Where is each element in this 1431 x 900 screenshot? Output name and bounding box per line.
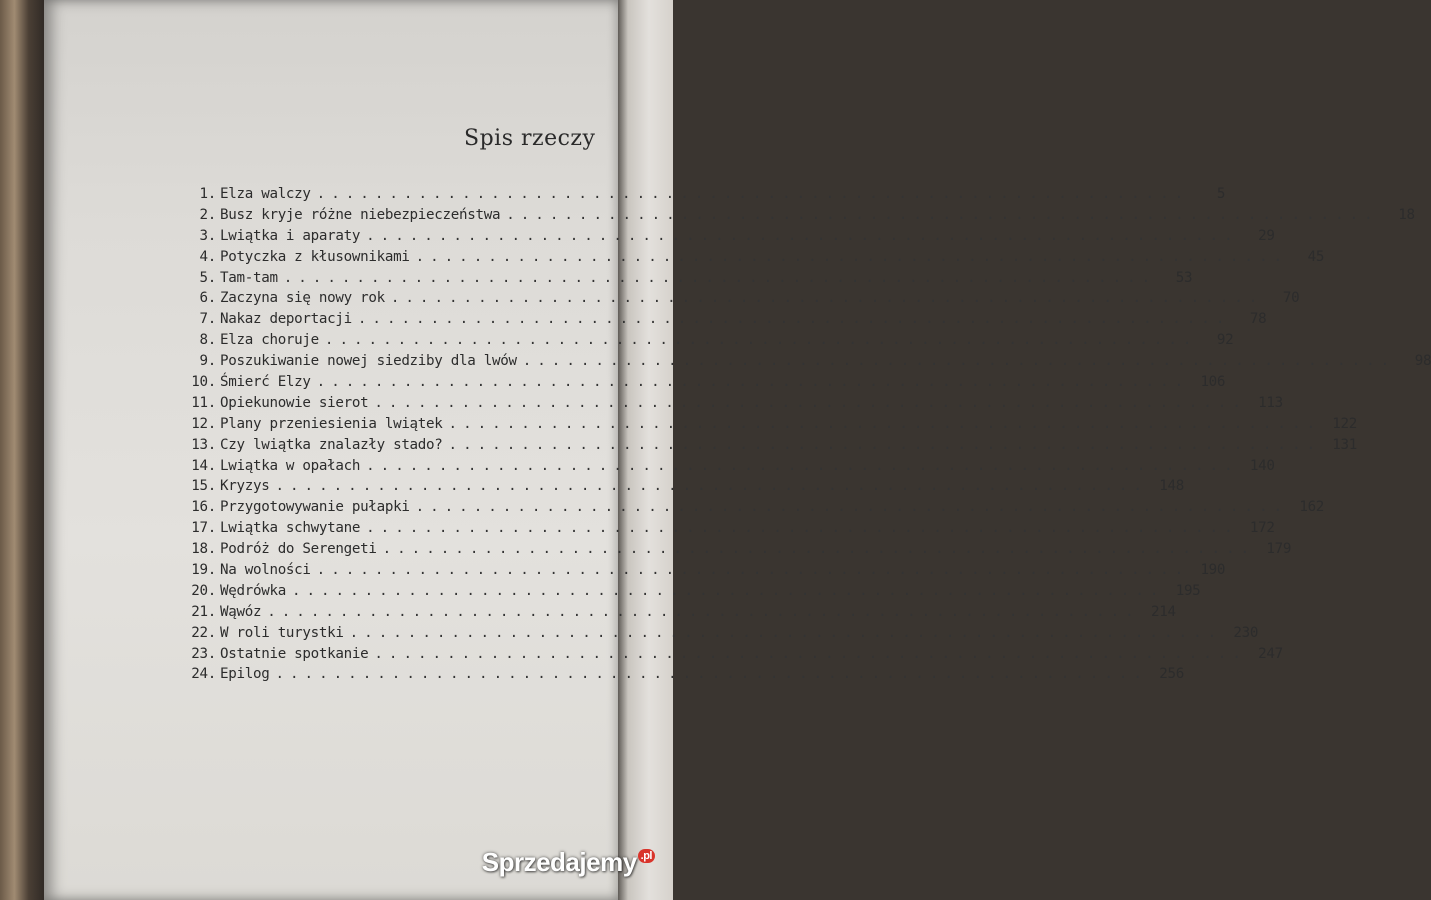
toc-entry-page: 70 — [1282, 290, 1300, 307]
toc-entry-leader: ............................................................ — [357, 311, 1231, 328]
toc-entry — [184, 184, 1226, 205]
toc-entry-page: 29 — [1258, 227, 1275, 244]
toc-entry-leader: ............................................................ — [267, 603, 1140, 620]
toc-entry-page: 53 — [1175, 269, 1193, 286]
toc-entry-number: 22. — [191, 624, 216, 641]
toc-entry-title: Poszukiwanie nowej siedziby dla lwów — [220, 353, 517, 370]
toc-entry-number: 4. — [199, 248, 216, 265]
toc-entry-title: Czy lwiątka znalazły stado? — [220, 436, 443, 453]
toc-entry-page: 195 — [1175, 582, 1201, 599]
toc-entry-number: 1. — [199, 186, 216, 202]
toc-entry — [184, 456, 1275, 477]
toc-entry-number: 2. — [199, 206, 216, 223]
toc-entry — [184, 581, 1201, 602]
toc-entry-page: 45 — [1307, 248, 1325, 265]
toc-entry — [184, 644, 1283, 665]
toc-entry-title: Plany przeniesienia lwiątek — [220, 415, 443, 432]
toc-entry-page: 18 — [1398, 206, 1415, 223]
toc-entry-title: Elza choruje — [220, 332, 319, 349]
toc-entry-page: 98 — [1414, 353, 1431, 370]
toc-entry-leader: ............................................................ — [448, 436, 1322, 453]
toc-entry-page: 106 — [1200, 374, 1226, 391]
toc-entry-leader: ............................................................ — [316, 562, 1190, 579]
book-spine-left — [0, 0, 48, 900]
toc-entry-page: 148 — [1159, 478, 1184, 495]
toc-entry — [184, 309, 1267, 330]
toc-entry-number: 3. — [199, 227, 216, 244]
toc-entry-number: 19. — [191, 562, 216, 579]
book-page — [44, 0, 1431, 900]
toc-entry-page: 92 — [1216, 332, 1234, 349]
toc-entry-leader: ............................................................ — [448, 415, 1322, 432]
toc-entry-leader: ............................................................ — [366, 520, 1239, 537]
toc-entry — [184, 664, 1184, 685]
toc-entry-number: 17. — [191, 520, 216, 537]
toc-entry-number: 9. — [199, 353, 216, 370]
toc-entry — [184, 497, 1325, 518]
toc-entry-page: 179 — [1266, 541, 1292, 558]
toc-entry-leader: ............................................................ — [366, 457, 1239, 474]
toc-entry — [184, 560, 1226, 581]
toc-entry-title: Ostatnie spotkanie — [220, 645, 369, 662]
toc-entry-leader: ............................................................ — [291, 582, 1165, 599]
toc-entry-title: Potyczka z kłusownikami — [220, 248, 410, 265]
toc-entry-page: 131 — [1332, 436, 1358, 453]
toc-entry-leader: ............................................................ — [382, 541, 1256, 558]
toc-entry-leader: ............................................................ — [316, 374, 1190, 391]
toc-entry-number: 14. — [191, 457, 216, 474]
toc-entry-number: 10. — [191, 374, 216, 391]
toc-entry-number: 21. — [191, 603, 216, 620]
toc-entry-title: Lwiątka i aparaty — [220, 227, 361, 244]
toc-entry-number: 8. — [199, 332, 216, 349]
toc-entry-page: 190 — [1200, 562, 1226, 579]
toc-entry-leader: ............................................................ — [283, 269, 1157, 286]
toc-entry — [184, 435, 1358, 456]
toc-entry-page: 5 — [1216, 186, 1226, 202]
toc-entry-title: Busz kryje różne niebezpieczeństwa — [220, 206, 501, 223]
toc-entry-page: 122 — [1332, 415, 1358, 432]
toc-entry-leader: ............................................................ — [415, 499, 1289, 516]
toc-entry-leader: ............................................................ — [522, 353, 1396, 370]
watermark-suffix: .pl — [638, 849, 655, 863]
toc-entry-page: 162 — [1299, 499, 1325, 516]
toc-entry-leader: ............................................................ — [415, 248, 1289, 265]
toc-entry — [184, 268, 1193, 289]
toc-entry-page: 140 — [1249, 457, 1275, 474]
watermark-logo — [482, 847, 655, 878]
toc-entry — [184, 288, 1300, 309]
toc-entry-leader: ............................................................ — [324, 332, 1198, 349]
toc-entry-page: 172 — [1249, 520, 1275, 537]
toc-entry-leader: ............................................................ — [316, 186, 1190, 202]
toc-entry-title: Kryzys — [220, 478, 270, 495]
toc-entry-leader: ............................................................ — [275, 478, 1148, 495]
toc-entry — [184, 414, 1358, 435]
toc-entry-title: Przygotowywanie pułapki — [220, 499, 410, 516]
toc-entry-leader: ............................................................ — [374, 645, 1247, 662]
toc-entry-leader: ............................................................ — [390, 290, 1264, 307]
toc-entry-title: Podróż do Serengeti — [220, 541, 377, 558]
toc-entry-leader: ............................................................ — [506, 206, 1379, 223]
toc-entry-page: 78 — [1249, 311, 1267, 328]
toc-entry — [184, 539, 1292, 560]
toc-entry-title: Zaczyna się nowy rok — [220, 290, 385, 307]
toc-entry — [184, 476, 1184, 497]
toc-entry-title: Epilog — [220, 666, 270, 683]
toc-entry-number: 24. — [191, 666, 216, 683]
table-of-contents — [184, 184, 1431, 685]
toc-entry-title: Lwiątka schwytane — [220, 520, 361, 537]
toc-entry-leader: ............................................................ — [275, 666, 1148, 683]
toc-entry-number: 15. — [191, 478, 216, 495]
toc-entry-title: Wędrówka — [220, 582, 286, 599]
toc-title: Spis rzeczy — [464, 126, 596, 151]
toc-entry-title: Śmierć Elzy — [220, 374, 311, 391]
toc-entry-number: 13. — [191, 436, 216, 453]
toc-entry — [184, 205, 1415, 226]
toc-entry — [184, 247, 1325, 268]
toc-entry-number: 6. — [199, 290, 216, 307]
toc-entry-number: 16. — [191, 499, 216, 516]
toc-entry-number: 11. — [191, 394, 216, 411]
toc-entry-page: 230 — [1233, 624, 1259, 641]
toc-entry-page: 113 — [1258, 394, 1283, 411]
toc-entry-title: Lwiątka w opałach — [220, 457, 361, 474]
toc-entry-number: 7. — [199, 311, 216, 328]
toc-entry — [184, 351, 1431, 372]
toc-entry-title: Opiekunowie sierot — [220, 394, 369, 411]
toc-entry — [184, 372, 1226, 393]
toc-entry-number: 23. — [191, 645, 216, 662]
toc-entry — [184, 330, 1234, 351]
toc-entry-leader: ............................................................ — [374, 394, 1247, 411]
toc-entry — [184, 623, 1259, 644]
toc-entry-number: 5. — [199, 269, 216, 286]
toc-entry-title: Nakaz deportacji — [220, 311, 352, 328]
watermark-text: Sprzedajemy — [481, 847, 637, 877]
toc-entry-title: Tam-tam — [220, 269, 278, 286]
toc-entry-page: 214 — [1150, 603, 1176, 620]
toc-entry-leader: ............................................................ — [366, 227, 1239, 244]
toc-entry — [184, 602, 1176, 623]
toc-entry — [184, 518, 1275, 539]
toc-entry-title: W roli turystki — [220, 624, 344, 641]
toc-entry-leader: ............................................................ — [349, 624, 1223, 641]
toc-entry-title: Wąwóz — [220, 603, 262, 620]
toc-entry-number: 12. — [191, 415, 216, 432]
toc-entry-title: Na wolności — [220, 562, 311, 579]
toc-entry — [184, 393, 1283, 414]
toc-entry-number: 20. — [191, 582, 216, 599]
toc-entry-title: Elza walczy — [220, 186, 311, 202]
toc-entry-number: 18. — [191, 541, 216, 558]
toc-entry — [184, 226, 1275, 247]
toc-entry-page: 247 — [1258, 645, 1283, 662]
toc-entry-page: 256 — [1159, 666, 1184, 683]
